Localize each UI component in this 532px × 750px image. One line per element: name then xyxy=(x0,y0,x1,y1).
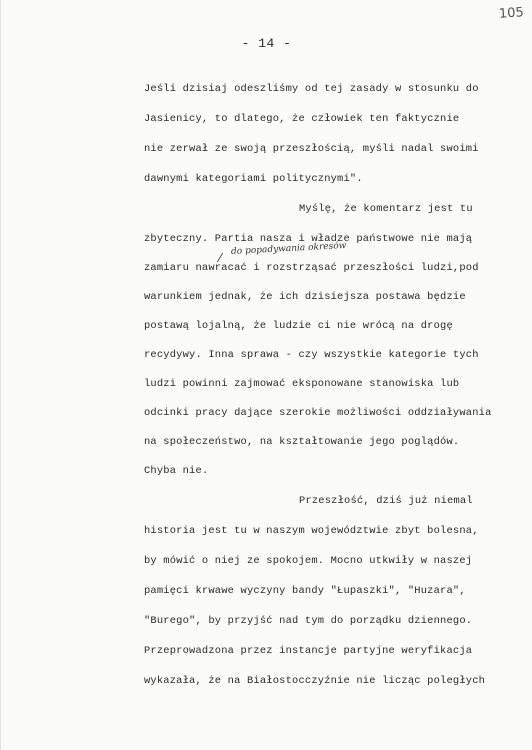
text-line: "Burego", by przyjść nad tym do porządku dziennego. xyxy=(144,615,473,627)
text-line: pamięci krwawe wyczyny bandy "Łupaszki", "Huzara", xyxy=(144,585,466,597)
archive-number: 105 xyxy=(498,5,525,22)
text-line: Przeszłość, dziś już niemal xyxy=(299,495,473,507)
text-line: na społeczeństwo, na kształtowanie jego poglądów. xyxy=(144,436,460,448)
text-line: Przeprowadzona przez instancje partyjne weryfikacja xyxy=(144,645,473,657)
text-line: nie zerwał ze swoją przeszłością, myśli nadal swoimi xyxy=(144,143,479,155)
text-line: zamiaru nawracać i rozstrząsać przeszłości ludzi,pod xyxy=(144,262,479,274)
insertion-caret-icon: ⁄ xyxy=(219,251,222,265)
text-line: Jeśli dzisiaj odeszliśmy od tej zasady w stosunku do xyxy=(144,83,479,95)
text-line: zbyteczny. Partia nasza i władze państwowe nie mają xyxy=(144,233,473,245)
text-line: historia jest tu w naszym województwie zbyt bolesna, xyxy=(144,525,479,537)
text-line: ludzi powinni zajmować eksponowane stanowiska lub xyxy=(144,378,460,390)
text-line: Myślę, że komentarz jest tu xyxy=(299,203,473,215)
text-line: Jasienicy, to dlatego, że człowiek ten faktycznie xyxy=(144,113,460,125)
text-line: wykazała, że na Białostocczyźnie nie licząc poległych xyxy=(144,675,486,687)
text-line: dawnymi kategoriami politycznymi". xyxy=(144,173,363,185)
text-line: Chyba nie. xyxy=(144,465,209,477)
text-line: postawą lojalną, że ludzie ci nie wrócą na drogę xyxy=(144,320,453,332)
text-line: by mówić o niej ze spokojem. Mocno utkwiły w naszej xyxy=(144,555,473,567)
text-line: recydywy. Inna sprawa - czy wszystkie kategorie tych xyxy=(144,349,479,361)
page-number: - 14 - xyxy=(241,36,292,51)
text-line: warunkiem jednak, że ich dzisiejsza postawa będzie xyxy=(144,291,466,303)
text-line: odcinki pracy dające szerokie możliwości oddziaływania xyxy=(144,407,492,419)
handwritten-insertion: do popadywania okresów xyxy=(230,240,347,258)
